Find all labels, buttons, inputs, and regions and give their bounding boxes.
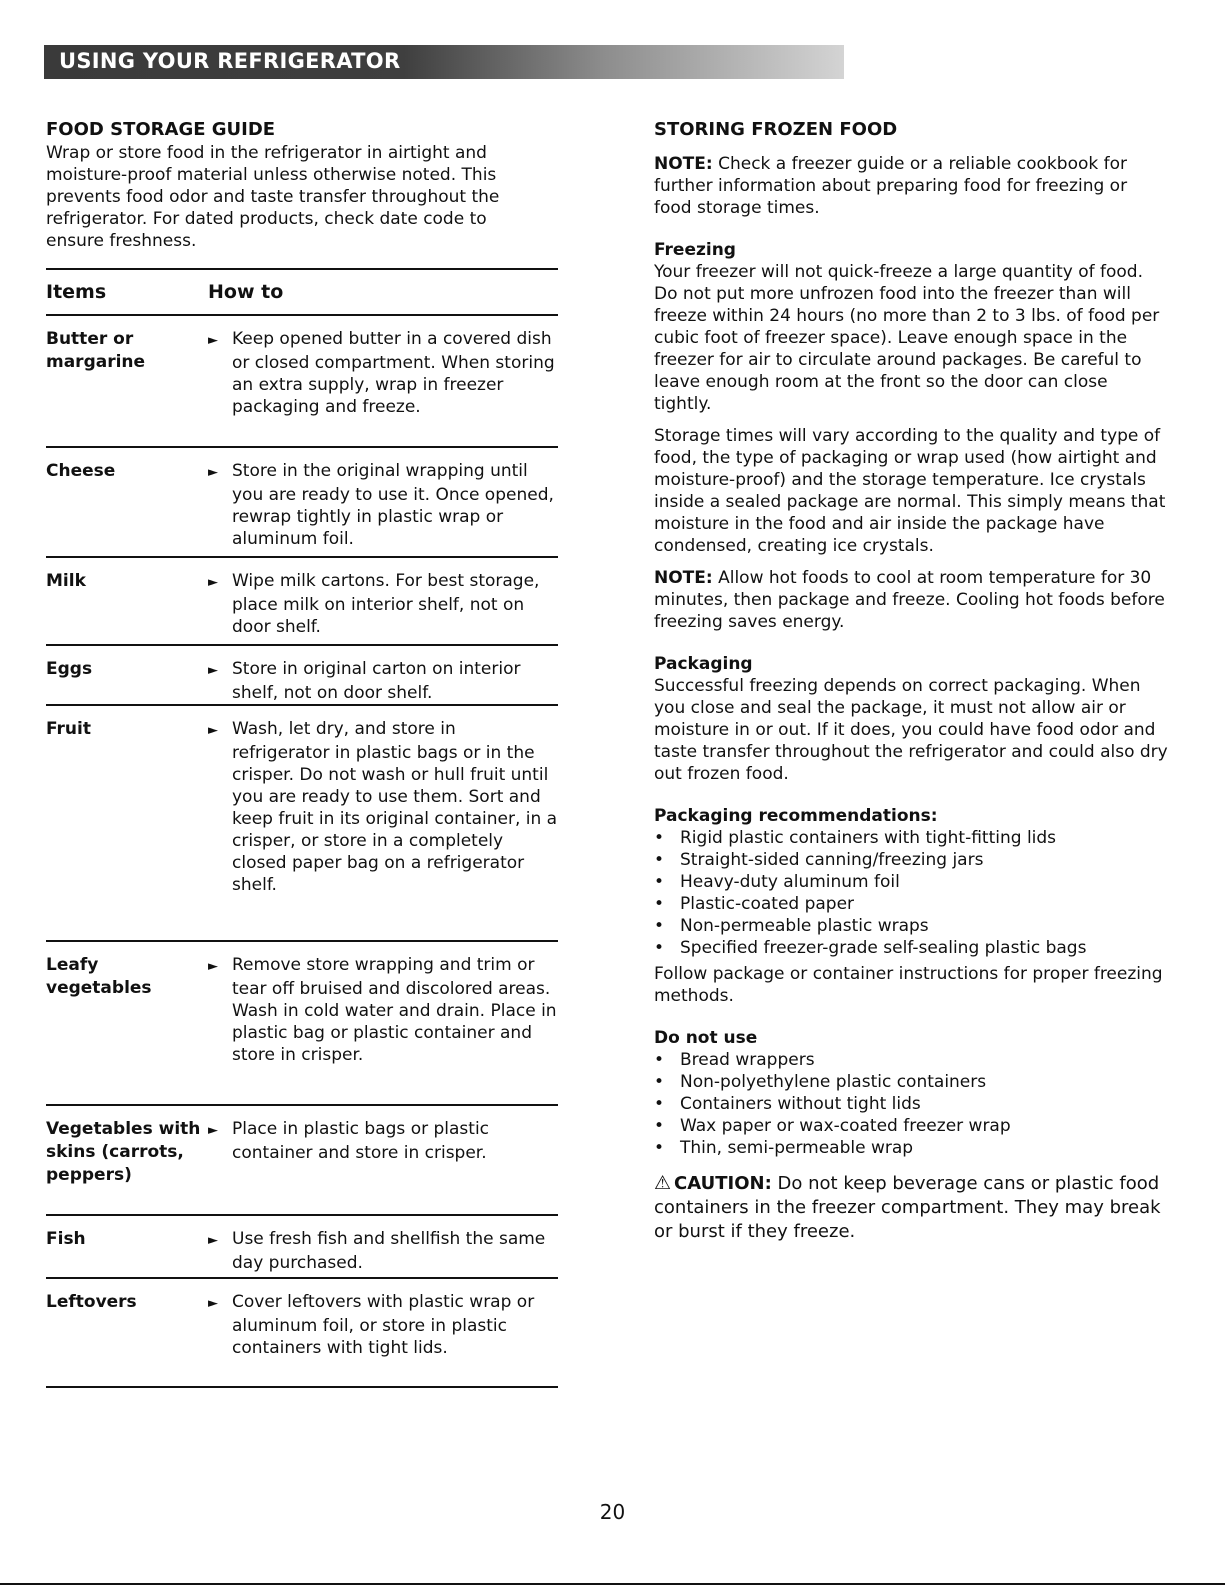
- pointer-arrow-icon: ►: [208, 465, 218, 480]
- storing-frozen-food: [654, 118, 1169, 1244]
- list-item: • Containers without tight lids: [654, 1093, 1169, 1115]
- row-how: ► Keep opened butter in a covered dish or closed compartment. When storing an extra supply, wrap in freezer packaging and freeze.: [208, 329, 555, 417]
- packaging-paragraph: Successful freezing depends on correct packaging. When you close and seal the package, it must not allow air or moisture in or out. If it does, you could have food odor and taste transfer throughout the refrigerator and could also dry out frozen food.: [654, 676, 1168, 784]
- food-storage-title: FOOD STORAGE GUIDE: [46, 119, 276, 140]
- food-storage-table: [46, 268, 558, 1388]
- list-item: • Straight-sided canning/freezing jars: [654, 849, 1169, 871]
- do-not-use-list: [654, 1049, 1169, 1159]
- recommendations-list: [654, 827, 1169, 959]
- list-item: • Bread wrappers: [654, 1049, 1169, 1071]
- row-item: Milk: [46, 571, 86, 591]
- note-label: NOTE:: [654, 568, 713, 588]
- list-item: • Rigid plastic containers with tight-fitting lids: [654, 827, 1169, 849]
- warning-icon: ⚠: [654, 1172, 672, 1194]
- note-paragraph: NOTE: Check a freezer guide or a reliable cookbook for further information about preparing food for freezing or food storage times.: [654, 154, 1128, 218]
- caution-label: CAUTION:: [674, 1173, 772, 1194]
- list-item: • Wax paper or wax-coated freezer wrap: [654, 1115, 1169, 1137]
- table-row: [46, 645, 558, 705]
- row-how: ► Place in plastic bags or plastic container and store in crisper.: [208, 1119, 490, 1163]
- row-item: Fish: [46, 1229, 86, 1249]
- row-item: Leftovers: [46, 1292, 137, 1312]
- list-item: • Plastic-coated paper: [654, 893, 1169, 915]
- row-item: Butter or margarine: [46, 329, 146, 372]
- freezing-paragraph: Your freezer will not quick-freeze a large quantity of food. Do not put more unfrozen food into the freezer than will freeze within 24 hours (no more than 2 to 3 lbs. of food per cubic foot of freezer space). Leave enough space in the freezer for air to circulate around packages. Be careful to leave enough room at the front so the door can close tightly.: [654, 262, 1160, 414]
- list-item: • Non-permeable plastic wraps: [654, 915, 1169, 937]
- table-row: [46, 1105, 558, 1215]
- page-number: 20: [599, 1500, 626, 1524]
- table-row: [46, 1215, 558, 1278]
- note-paragraph: NOTE: Allow hot foods to cool at room temperature for 30 minutes, then package and freeze. Cooling hot foods before freezing saves energy.: [654, 568, 1165, 632]
- row-how: ► Store in original carton on interior shelf, not on door shelf.: [208, 659, 521, 703]
- recommendations-heading: Packaging recommendations:: [654, 806, 938, 826]
- pointer-arrow-icon: ►: [208, 663, 218, 678]
- pointer-arrow-icon: ►: [208, 959, 218, 974]
- table-row: [46, 1278, 558, 1387]
- section-banner: [44, 45, 844, 79]
- pointer-arrow-icon: ►: [208, 723, 218, 738]
- row-how: ► Remove store wrapping and trim or tear off bruised and discolored areas. Wash in cold water and drain. Place in plastic bag or plastic container and store in crisper.: [208, 955, 557, 1065]
- recommendations-follow: Follow package or container instructions for proper freezing methods.: [654, 964, 1163, 1006]
- storage-times-paragraph: Storage times will vary according to the quality and type of food, the type of packaging or wrap used (how airtight and moisture-proof) and the storage temperature. Ice crystals inside a sealed package are normal. This simply means that moisture in the food and air inside the package have condensed, creating ice crystals.: [654, 426, 1166, 556]
- pointer-arrow-icon: ►: [208, 1296, 218, 1311]
- packaging-heading: Packaging: [654, 654, 753, 674]
- section-title: USING YOUR REFRIGERATOR: [59, 49, 401, 73]
- row-how: ► Use fresh fish and shellfish the same day purchased.: [208, 1229, 546, 1273]
- food-storage-guide: [46, 118, 558, 252]
- pointer-arrow-icon: ►: [208, 333, 218, 348]
- table-row: [46, 315, 558, 447]
- pointer-arrow-icon: ►: [208, 1233, 218, 1248]
- row-item: Vegetables with skins (carrots, peppers): [46, 1119, 201, 1185]
- list-item: • Heavy-duty aluminum foil: [654, 871, 1169, 893]
- pointer-arrow-icon: ►: [208, 575, 218, 590]
- row-item: Cheese: [46, 461, 116, 481]
- col-how-header: How to: [208, 269, 558, 315]
- freezing-heading: Freezing: [654, 240, 736, 260]
- table-row: [46, 705, 558, 941]
- caution-paragraph: ⚠ CAUTION: Do not keep beverage cans or plastic food containers in the freezer compartment. They may break or burst if they freeze.: [654, 1172, 1161, 1242]
- note-label: NOTE:: [654, 154, 713, 174]
- frozen-food-title: STORING FROZEN FOOD: [654, 119, 898, 140]
- row-item: Leafy vegetables: [46, 955, 152, 998]
- table-header-row: [46, 269, 558, 315]
- row-how: ► Wash, let dry, and store in refrigerator in plastic bags or in the crisper. Do not wash or hull fruit until you are ready to use them. Sort and keep fruit in its original container, in a crisper, or store in a completely closed paper bag on a refrigerator shelf.: [208, 719, 558, 895]
- list-item: • Non-polyethylene plastic containers: [654, 1071, 1169, 1093]
- row-how: ► Wipe milk cartons. For best storage, place milk on interior shelf, not on door shelf.: [208, 571, 540, 637]
- row-how: ► Cover leftovers with plastic wrap or aluminum foil, or store in plastic containers with tight lids.: [208, 1292, 535, 1358]
- table-row: [46, 941, 558, 1105]
- list-item: • Specified freezer-grade self-sealing plastic bags: [654, 937, 1169, 959]
- col-items-header: Items: [46, 269, 208, 315]
- food-storage-intro: Wrap or store food in the refrigerator in airtight and moisture-proof material unless otherwise noted. This prevents food odor and taste transfer throughout the refrigerator. For dated products, check date code to ensure freshness.: [46, 143, 500, 251]
- pointer-arrow-icon: ►: [208, 1123, 218, 1138]
- row-item: Eggs: [46, 659, 93, 679]
- row-item: Fruit: [46, 719, 91, 739]
- table-row: [46, 557, 558, 645]
- table-row: [46, 447, 558, 557]
- list-item: • Thin, semi-permeable wrap: [654, 1137, 1169, 1159]
- do-not-use-heading: Do not use: [654, 1028, 758, 1048]
- row-how: ► Store in the original wrapping until you are ready to use it. Once opened, rewrap tightly in plastic wrap or aluminum foil.: [208, 461, 554, 549]
